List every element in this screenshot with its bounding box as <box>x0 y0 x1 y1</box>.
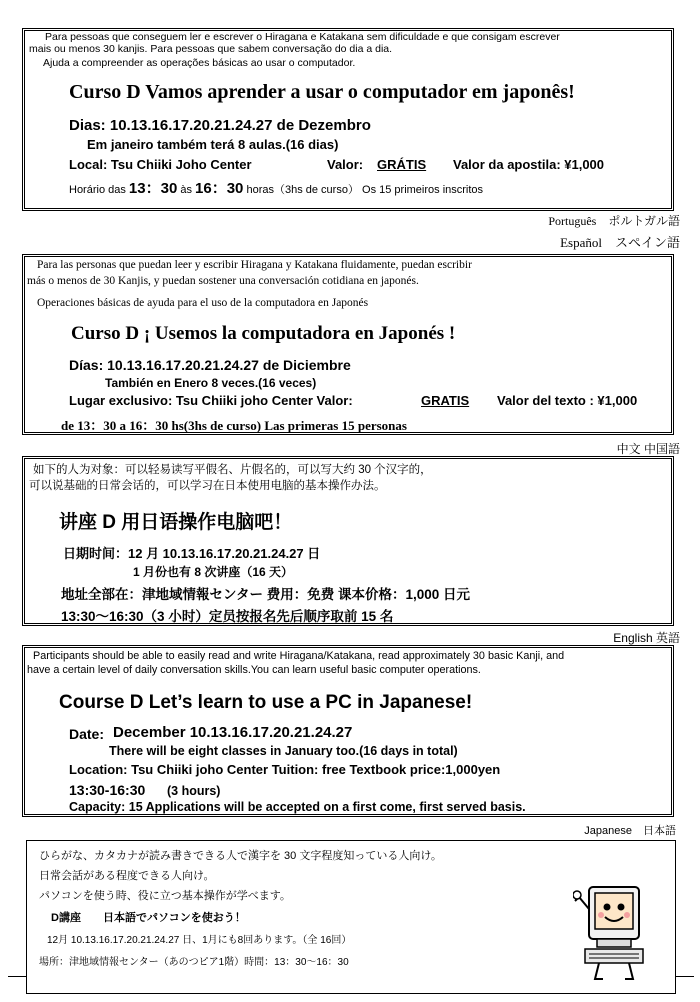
ja-line-1: ひらがな、カタカナが読み書きできる人で漢字を 30 文字程度知っている人向け。 <box>39 850 442 862</box>
ja-place-time: 場所：津地域情報センター（あのつピア1階）時間：13：30～16：30 <box>39 957 349 968</box>
es-schedule: de 13：30 a 16：30 hs(3hs de curso) Las primeras 15 personas <box>61 418 407 433</box>
ja-line-3: パソコンを使う時、役に立つ基本操作が学べます。 <box>39 890 291 902</box>
pt-time-end: 16：30 <box>195 180 244 197</box>
pt-intro-line-1: Para pessoas que conseguem ler e escrever o Hiragana e Katakana sem dificuldade e que consigam escrever <box>45 31 560 43</box>
es-place: Lugar exclusivo: Tsu Chiiki joho Center Valor: <box>69 393 353 408</box>
pt-time-suffix: horas（3hs de curso） Os 15 primeiros inscritos <box>243 184 484 196</box>
en-intro-line-1: Participants should be able to easily read and write Hiragana/Katakana, read approximately 30 basic Kanji, and <box>33 650 565 662</box>
es-dates: Días: 10.13.16.17.20.21.24.27 de Diciembre <box>69 357 351 373</box>
es-fee-value: GRATIS <box>421 393 470 408</box>
es-intro-line-1: Para las personas que puedan leer y escribir Hiragana y Katakana fluidamente, puedan escribir <box>37 259 472 271</box>
es-intro-line-2: más o menos de 30 Kanjis, y puedan sostener una conversación cotidiana en japonés. <box>27 275 419 287</box>
es-january-note: También en Enero 8 veces.(16 veces) <box>105 376 317 390</box>
en-date-label: Date: <box>69 726 105 742</box>
zh-january-note: 1 月份也有 8 次讲座（16 天） <box>133 565 294 579</box>
pt-intro-line-2: mais ou menos 30 kanjis. Para pessoas que sabem conversação do dia a dia. <box>29 43 393 55</box>
ja-line-2: 日常会話がある程度できる人向け。 <box>39 870 215 882</box>
en-time-hours: (3 hours) <box>167 784 221 798</box>
zh-intro-line-1: 如下的人为对象：可以轻易读写平假名、片假名的，可以写大约 30 个汉字的， <box>33 464 432 476</box>
pt-time-start: 13：30 <box>128 180 178 197</box>
en-course-title: Course D Let’s learn to use a PC in Japanese! <box>59 692 473 713</box>
zh-dates: 日期时间：12 月 10.13.16.17.20.21.24.27 日 <box>63 546 321 561</box>
es-book-price: Valor del texto : ¥1,000 <box>497 393 638 408</box>
lang-label-chinese: 中文 中国語 <box>616 442 680 456</box>
en-capacity: Capacity: 15 Applications will be accepted on a first come, first served basis. <box>69 800 526 814</box>
pt-time-mid: às <box>177 184 196 196</box>
japanese-section <box>26 840 676 994</box>
en-date-value: December 10.13.16.17.20.21.24.27 <box>113 724 353 741</box>
es-course-title: Curso D ¡ Usemos la computadora en Japonés ! <box>71 323 456 344</box>
pt-fee-value: GRÁTIS <box>377 157 427 172</box>
crop-mark-left <box>8 976 26 977</box>
pt-time-prefix: Horário das <box>69 184 129 196</box>
en-january-note: There will be eight classes in January too.(16 days in total) <box>109 744 458 758</box>
zh-course-title: 讲座 D 用日语操作电脑吧！ <box>59 512 293 533</box>
en-location: Location: Tsu Chiiki joho Center Tuition: free Textbook price:1,000yen <box>69 762 501 777</box>
en-time: 13:30-16:30 <box>69 782 146 798</box>
en-intro-line-2: have a certain level of daily conversation skills.You can learn useful basic computer operations. <box>27 664 481 676</box>
pt-book-price: Valor da apostila: ¥1,000 <box>453 157 605 172</box>
portuguese-section <box>22 28 674 211</box>
chinese-section <box>22 456 674 626</box>
zh-intro-line-2: 可以说基础的日常会话的，可以学习在日本使用电脑的基本操作办法。 <box>29 480 386 492</box>
computer-mascot-illustration <box>573 879 653 985</box>
lang-label-spanish: Español スペイン語 <box>560 235 680 250</box>
zh-schedule: 13:30～16:30（3 小时）定员按报名先后顺序取前 15 名 <box>61 609 394 624</box>
lang-label-english: English 英語 <box>613 631 680 645</box>
pt-dates: Dias: 10.13.16.17.20.21.24.27 de Dezembro <box>69 117 371 134</box>
ja-course-title: D講座 日本語でパソコンを使おう！ <box>51 912 246 924</box>
crop-mark-right <box>676 976 694 977</box>
pt-schedule <box>69 177 483 198</box>
pt-course-title: Curso D Vamos aprender a usar o computador em japonês! <box>69 81 575 103</box>
pt-fee-label: Valor: <box>327 157 364 172</box>
english-section <box>22 645 674 817</box>
lang-label-japanese: Japanese 日本語 <box>584 825 676 837</box>
zh-address: 地址全部在：津地域情報センター 费用：免费 课本价格：1,000 日元 <box>61 587 470 602</box>
pt-january-note: Em janeiro também terá 8 aulas.(16 dias) <box>87 137 339 152</box>
spanish-section <box>22 254 674 435</box>
ja-dates: 12月 10.13.16.17.20.21.24.27 日、1月にも8回あります。（全 16回） <box>47 935 352 946</box>
pt-intro-line-3: Ajuda a compreender as operações básicas ao usar o computador. <box>43 57 356 69</box>
es-intro-line-3: Operaciones básicas de ayuda para el uso de la computadora en Japonés <box>37 297 369 309</box>
lang-label-portuguese: Português ポルトガル語 <box>548 214 680 228</box>
pt-location: Local: Tsu Chiiki Joho Center <box>69 157 252 172</box>
